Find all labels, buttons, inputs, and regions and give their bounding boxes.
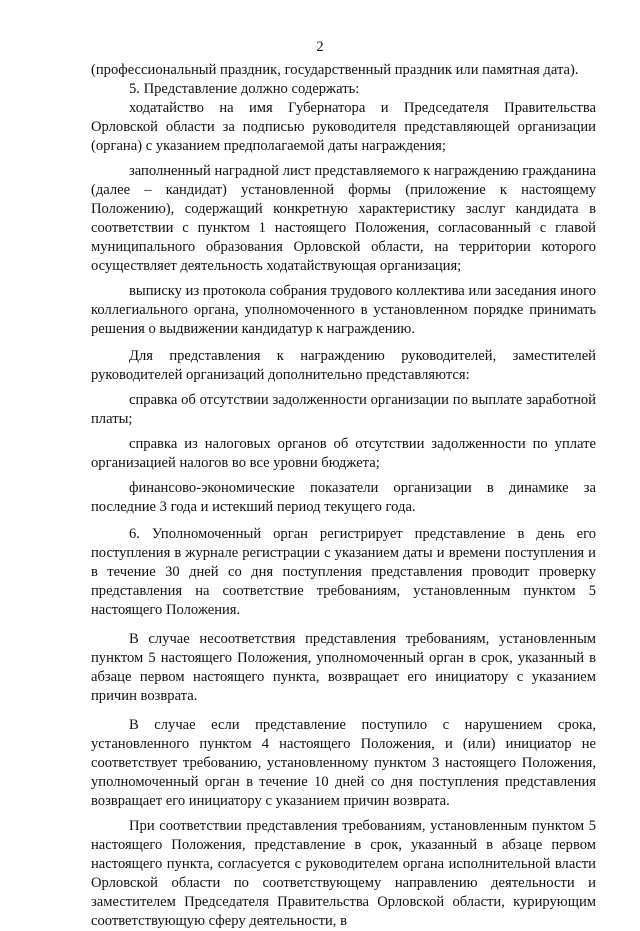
paragraph: справка из налоговых органов об отсутствии задолженности по уплате организацией налогов во все уровни бюджета; [91, 436, 596, 471]
paragraph: заполненный наградной лист представляемого к награждению гражданина (далее – кандидат) установленной формы (приложение к настоящему Положению), содержащий конкретную характеристику заслуг кандидата в соответствии с пунктом 1 настоящего Положения, согласованный с главой муниципального образования Орловской области, на территории которого осуществляет деятельность ходатайствующая организация; [91, 163, 596, 274]
paragraph: (профессиональный праздник, государственный праздник или памятная дата). [91, 62, 579, 78]
document-body [91, 61, 596, 931]
paragraph: ходатайство на имя Губернатора и Председателя Правительства Орловской области за подписью руководителя представляющей организации (органа) с указанием предполагаемой даты награждения; [91, 100, 596, 154]
paragraph: справка об отсутствии задолженности организации по выплате заработной платы; [91, 392, 596, 427]
page-number: 2 [316, 39, 324, 55]
paragraph: 5. Представление должно содержать: [129, 81, 360, 97]
paragraph: 6. Уполномоченный орган регистрирует представление в день его поступления в журнале регистрации с указанием даты и времени поступления и в течение 30 дней со дня поступления представления проводит проверку представления на соответствие требованиям, установленным пунктом 5 настоящего Положения. [91, 526, 596, 618]
paragraph: В случае если представление поступило с нарушением срока, установленного пунктом 4 настоящего Положения, и (или) инициатор не соответствует требованию, установленному пунктом 3 настоящего Положения, уполномоченный орган в течение 10 дней со дня поступления представления возвращает его инициатору с указанием причин возврата. [91, 717, 596, 809]
paragraph: выписку из протокола собрания трудового коллектива или заседания иного коллегиального органа, уполномоченного в установленном порядке принимать решения о выдвижении кандидатур к награждению. [91, 283, 596, 337]
paragraph: В случае несоответствия представления требованиям, установленным пунктом 5 настоящего Положения, уполномоченный орган в срок, указанный в абзаце первом настоящего пункта, возвращает его инициатору с указанием причин возврата. [91, 631, 596, 704]
paragraph: Для представления к награждению руководителей, заместителей руководителей организаций дополнительно представляются: [91, 348, 596, 383]
paragraph: При соответствии представления требованиям, установленным пунктом 5 настоящего Положения, представление в срок, указанный в абзаце первом настоящего пункта, согласуется с руководителем органа исполнительной власти Орловской области по соответствующему направлению деятельности и заместителем Председателя Правительства Орловской области, курирующим соответствующую сферу деятельности, в [91, 818, 596, 929]
paragraph: финансово-экономические показатели организации в динамике за последние 3 года и истекший период текущего года. [91, 480, 596, 515]
